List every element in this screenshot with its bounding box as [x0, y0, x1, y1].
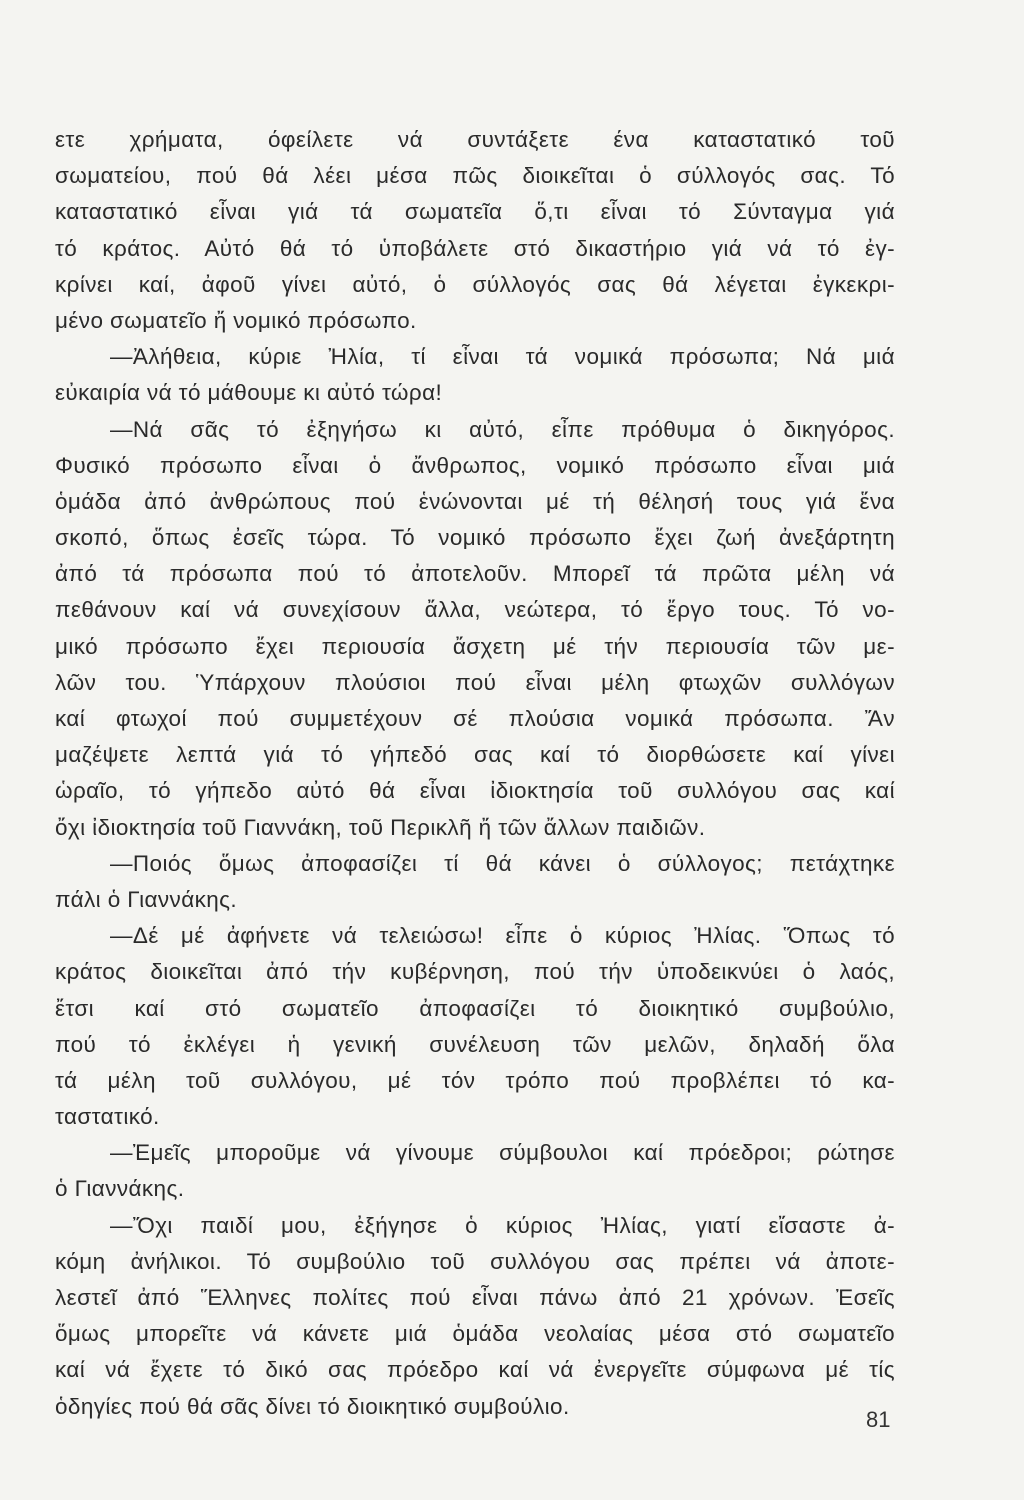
text-line: πάλι ὁ Γιαννάκης. [55, 886, 238, 912]
text-line: σκοπό, ὅπως ἐσεῖς τώρα. Τό νομικό πρόσωπο ἔχει ζωή ἀνεξάρτητη [55, 525, 895, 551]
text-line: καί φτωχοί πού συμμετέχουν σέ πλούσια νομικά πρόσωπα. Ἄν [55, 706, 895, 731]
text-line: κρίνει καί, ἀφοῦ γίνει αὐτό, ὁ σύλλογός σας θά λέγεται ἐγκεκρι- [55, 271, 895, 297]
text-line: σωματείου, πού θά λέει μέσα πῶς διοικεῖται ὁ σύλλογός σας. Τό [55, 163, 895, 189]
text-line: ἔτσι καί στό σωματεῖο ἀποφασίζει τό διοικητικό συμβούλιο, [55, 995, 895, 1021]
text-line: μαζέψετε λεπτά γιά τό γήπεδό σας καί τό διορθώσετε καί γίνει [55, 742, 895, 768]
text-line: —Νά σᾶς τό ἐξηγήσω κι αὐτό, εἶπε πρόθυμα ὁ δικηγόρος. [110, 416, 895, 442]
text-line: τά μέλη τοῦ συλλόγου, μέ τόν τρόπο πού προβλέπει τό κα- [55, 1067, 895, 1093]
text-line: πεθάνουν καί νά συνεχίσουν ἄλλα, νεώτερα, τό ἔργο τους. Τό νο- [55, 597, 895, 623]
text-line: πού τό ἐκλέγει ἡ γενική συνέλευση τῶν μελῶν, δηλαδή ὅλα [55, 1031, 895, 1057]
text-line: ὁμάδα ἀπό ἀνθρώπους πού ἑνώνονται μέ τή θέλησή τους γιά ἕνα [55, 488, 895, 514]
text-line: μένο σωματεῖο ἤ νομικό πρόσωπο. [55, 307, 417, 333]
text-line: καί νά ἔχετε τό δικό σας πρόεδρο καί νά ἐνεργεῖτε σύμφωνα μέ τίς [55, 1357, 895, 1383]
text-line: ὄχι ἰδιοκτησία τοῦ Γιαννάκη, τοῦ Περικλῆ ἤ τῶν ἄλλων παιδιῶν. [55, 814, 706, 840]
text-line: —Ἀλήθεια, κύριε Ἠλία, τί εἶναι τά νομικά πρόσωπα; Νά μιά [110, 344, 895, 370]
text-line: ταστατικό. [55, 1104, 160, 1130]
text-line: —Ποιός ὅμως ἀποφασίζει τί θά κάνει ὁ σύλλογος; πετάχτηκε [110, 850, 895, 876]
text-line: ὁδηγίες πού θά σᾶς δίνει τό διοικητικό συμβούλιο. [55, 1393, 570, 1419]
body-text [55, 122, 895, 1425]
text-line: κόμη ἀνήλικοι. Τό συμβούλιο τοῦ συλλόγου σας πρέπει νά ἀποτε- [55, 1248, 895, 1274]
text-line: λῶν του. Ὑπάρχουν πλούσιοι πού εἶναι μέλη φτωχῶν συλλόγων [55, 669, 895, 695]
text-line: ὅμως μπορεῖτε νά κάνετε μιά ὁμάδα νεολαίας μέσα στό σωματεῖο [55, 1321, 895, 1347]
text-line: ὡραῖο, τό γήπεδο αὐτό θά εἶναι ἰδιοκτησία τοῦ συλλόγου σας καί [55, 778, 895, 804]
text-line: —Ἐμεῖς μποροῦμε νά γίνουμε σύμβουλοι καί πρόεδροι; ρώτησε [110, 1140, 895, 1166]
page-number: 81 [866, 1407, 891, 1432]
text-line: —Ὄχι παιδί μου, ἐξήγησε ὁ κύριος Ἠλίας, γιατί εἴσαστε ἀ- [110, 1212, 895, 1238]
text-line: κράτος διοικεῖται ἀπό τήν κυβέρνηση, πού τήν ὑποδεικνύει ὁ λαός, [55, 959, 895, 985]
text-line: ετε χρήματα, όφείλετε νά συντάξετε ένα καταστατικό τοῦ [55, 127, 895, 152]
text-line: τό κράτος. Αὐτό θά τό ὑποβάλετε στό δικαστήριο γιά νά τό ἐγ- [55, 235, 895, 261]
text-line: λεστεῖ ἀπό Ἕλληνες πολίτες πού εἶναι πάνω ἀπό 21 χρόνων. Ἐσεῖς [55, 1285, 895, 1310]
text-line: ἀπό τά πρόσωπα πού τό ἀποτελοῦν. Μπορεῖ τά πρῶτα μέλη νά [55, 561, 895, 587]
text-line: —Δέ μέ ἀφήνετε νά τελειώσω! εἶπε ὁ κύριος Ἠλίας. Ὅπως τό [110, 923, 895, 949]
text-line: Φυσικό πρόσωπο εἶναι ὁ ἄνθρωπος, νομικό πρόσωπο εἶναι μιά [55, 452, 895, 478]
text-line: μικό πρόσωπο ἔχει περιουσία ἄσχετη μέ τήν περιουσία τῶν με- [55, 633, 895, 659]
text-line: καταστατικό εἶναι γιά τά σωματεῖα ὅ,τι εἶναι τό Σύνταγμα γιά [55, 199, 895, 225]
text-line: ὁ Γιαννάκης. [55, 1176, 185, 1202]
text-line: εὐκαιρία νά τό μάθουμε κι αὐτό τώρα! [55, 380, 443, 406]
